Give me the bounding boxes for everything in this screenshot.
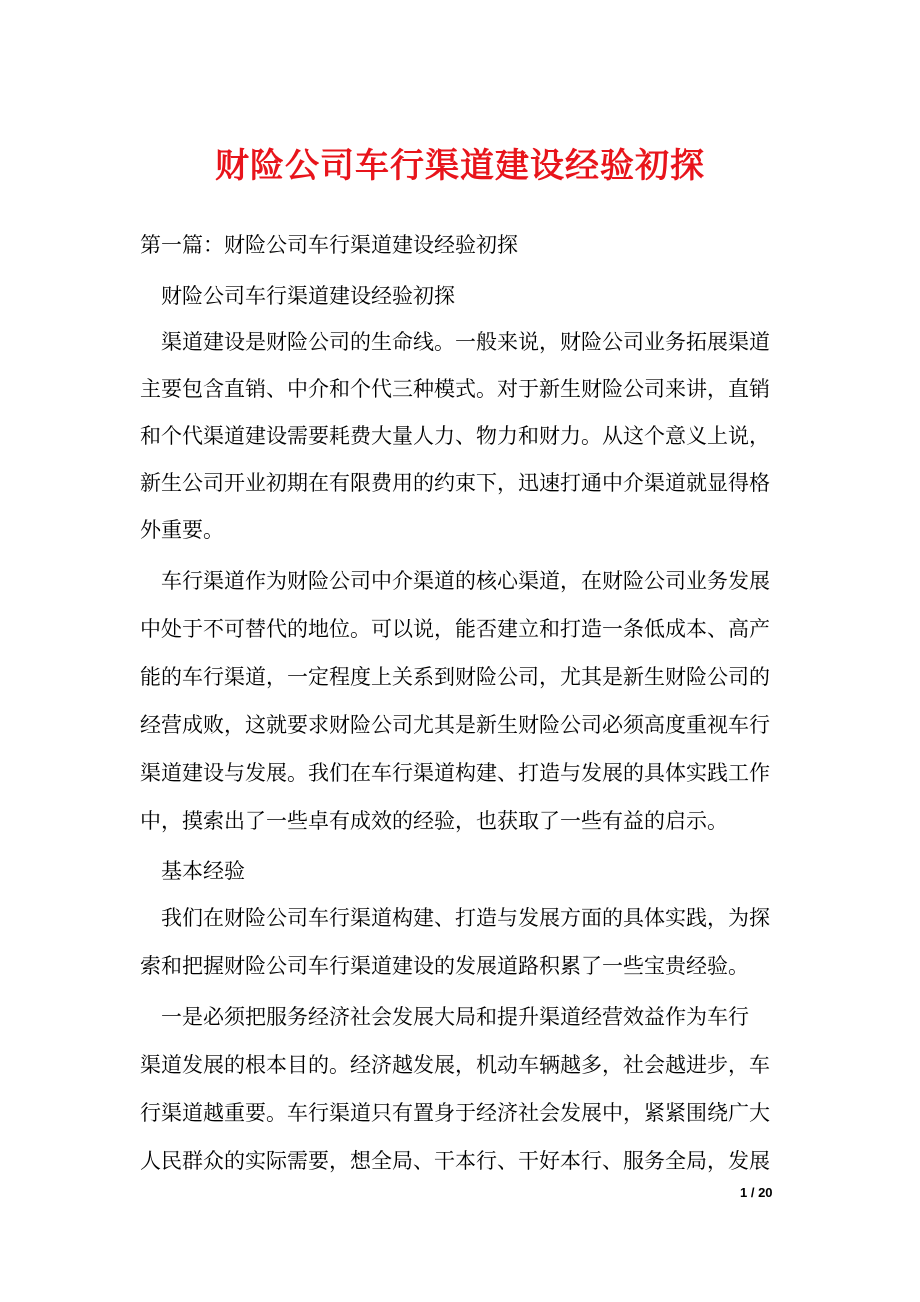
paragraph-line: 中处于不可替代的地位。可以说，能否建立和打造一条低成本、高产 (140, 617, 770, 641)
paragraph-line: 和个代渠道建设需要耗费大量人力、物力和财力。从这个意义上说， (140, 424, 770, 448)
paragraph-line: 渠道发展的根本目的。经济越发展，机动车辆越多，社会越进步，车 (140, 1053, 770, 1077)
paragraph-line: 中，摸索出了一些卓有成效的经验，也获取了一些有益的启示。 (140, 809, 728, 833)
paragraph-line: 一是必须把服务经济社会发展大局和提升渠道经营效益作为车行 (161, 1005, 749, 1029)
basic-experience-heading: 基本经验 (161, 859, 245, 883)
paragraph-line: 索和把握财险公司车行渠道建设的发展道路积累了一些宝贵经验。 (140, 954, 749, 978)
paragraph-line: 行渠道越重要。车行渠道只有置身于经济社会发展中，紧紧围绕广大 (140, 1101, 770, 1125)
paragraph-line: 我们在财险公司车行渠道构建、打造与发展方面的具体实践，为探 (161, 906, 770, 930)
paragraph-line: 新生公司开业初期在有限费用的约束下，迅速打通中介渠道就显得格 (140, 471, 770, 495)
paragraph-line: 人民群众的实际需要，想全局、干本行、干好本行、服务全局，发展 (140, 1149, 770, 1173)
paragraph-line: 能的车行渠道，一定程度上关系到财险公司，尤其是新生财险公司的 (140, 665, 770, 689)
paragraph-line: 主要包含直销、中介和个代三种模式。对于新生财险公司来讲，直销 (140, 377, 770, 401)
paragraph-line: 渠道建设是财险公司的生命线。一般来说，财险公司业务拓展渠道 (161, 330, 770, 354)
paragraph-line: 外重要。 (140, 518, 224, 542)
paragraph-line: 车行渠道作为财险公司中介渠道的核心渠道，在财险公司业务发展 (161, 569, 770, 593)
document-title: 财险公司车行渠道建设经验初探 (215, 146, 705, 186)
paragraph-line: 渠道建设与发展。我们在车行渠道构建、打造与发展的具体实践工作 (140, 761, 770, 785)
subtitle: 财险公司车行渠道建设经验初探 (161, 284, 455, 308)
page-number: 1 / 20 (740, 1185, 773, 1200)
paragraph-line: 经营成败，这就要求财险公司尤其是新生财险公司必须高度重视车行 (140, 713, 770, 737)
section-heading: 第一篇：财险公司车行渠道建设经验初探 (140, 233, 518, 257)
